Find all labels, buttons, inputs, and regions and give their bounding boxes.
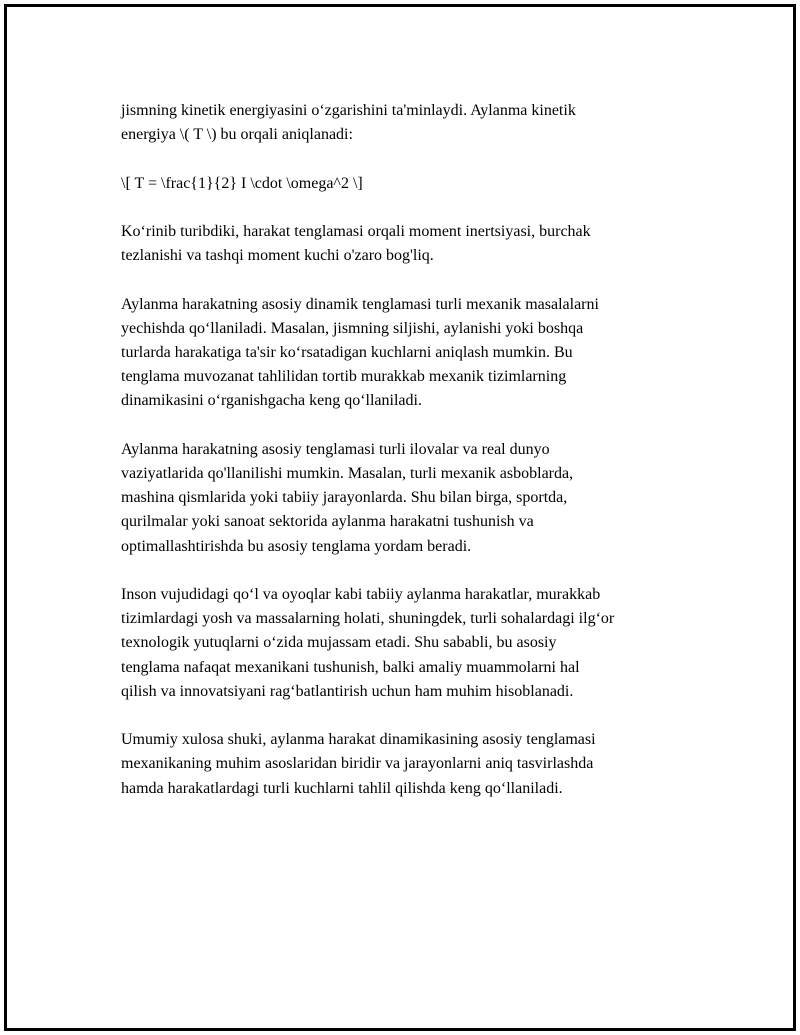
equation-kinetic-energy: \[ T = \frac{1}{2} I \cdot \omega^2 \]	[121, 174, 363, 192]
document-body	[121, 99, 701, 825]
page-frame	[4, 4, 796, 1031]
paragraph-natural-motion: Inson vujudidagi qo‘l va oyoqlar kabi tabiiy aylanma harakatlar, murakkab tizimlardagi yosh va massalarning holati, shuningdek, turli sohalardagi ilg‘or texnologik yutuqlarni o‘zida mujassam etadi. Shu sababli, bu asosiy tenglama nafaqat mexanikani tushunish, balki amaliy muammolarni hal qilish va innovatsiyani rag‘batlantirish uchun ham muhim hisoblanadi.	[121, 585, 615, 700]
paragraph-equation-relation: Ko‘rinib turibdiki, harakat tenglamasi orqali moment inertsiyasi, burchak tezlanishi va tashqi moment kuchi o'zaro bog'liq.	[121, 222, 591, 265]
paragraph-kinetic-energy: jismning kinetik energiyasini o‘zgarishini ta'minlaydi. Aylanma kinetik energiya \( T \) bu orqali aniqlanadi:	[121, 102, 576, 144]
paragraph-conclusion: Umumiy xulosa shuki, aylanma harakat dinamikasining asosiy tenglamasi mexanikaning muhim asoslaridan biridir va jarayonlarni aniq tasvirlashda hamda harakatlardagi turli kuchlarni tahlil qilishda keng qo‘llaniladi.	[121, 731, 596, 797]
paragraph-applications-mechanics: Aylanma harakatning asosiy dinamik tenglamasi turli mexanik masalalarni yechishda qo‘llaniladi. Masalan, jismning siljishi, aylanishi yoki boshqa turlarda harakatiga ta'sir ko‘rsatadigan kuchlarni aniqlash mumkin. Bu tenglama muvozanat tahlilidan tortib murakkab mexanik tizimlarning dinamikasini o‘rganishgacha keng qo‘llaniladi.	[121, 295, 599, 410]
paragraph-real-world-applications: Aylanma harakatning asosiy tenglamasi turli ilovalar va real dunyo vaziyatlarida qo'llanilishi mumkin. Masalan, turli mexanik asboblarda, mashina qismlarida yoki tabiiy jarayonlarda. Shu bilan birga, sportda, qurilmalar yoki sanoat sektorida aylanma harakatni tushunish va optimallashtirishda bu asosiy tenglama yordam beradi.	[121, 440, 574, 555]
